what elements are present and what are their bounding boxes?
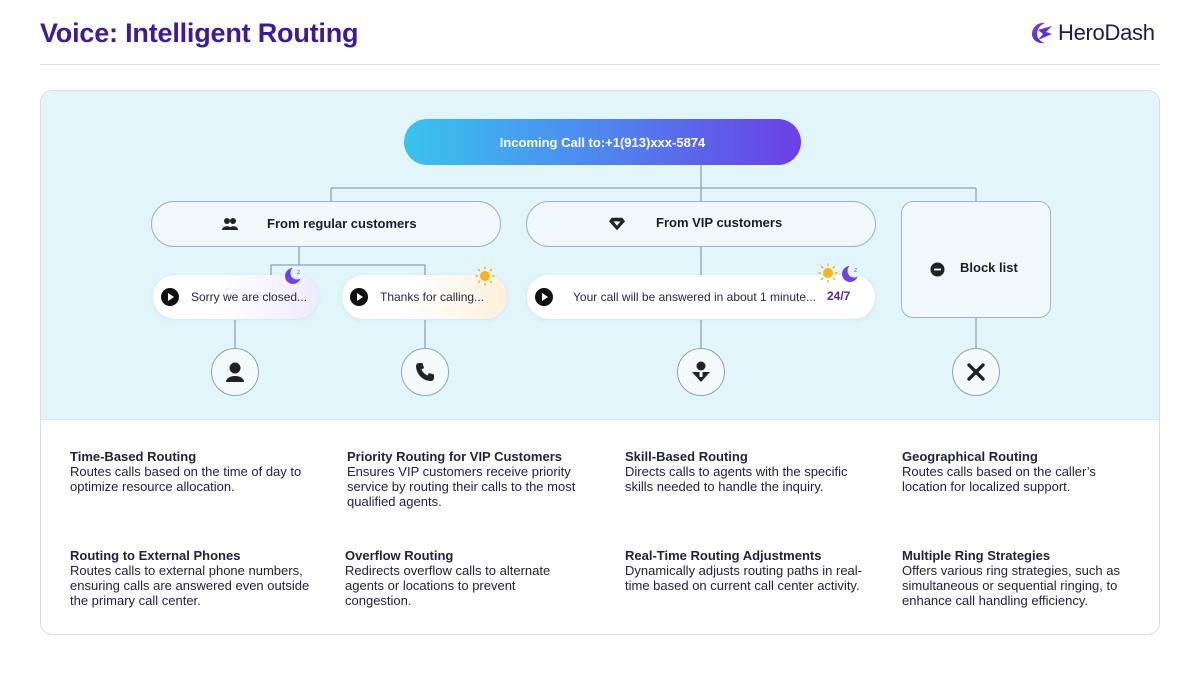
feature-title: Overflow Routing [345, 548, 454, 563]
sun-icon [818, 263, 838, 283]
play-icon[interactable] [535, 288, 553, 306]
herodash-logo [1028, 20, 1155, 46]
routing-diagram [41, 91, 1160, 420]
feature-item [902, 548, 1137, 608]
feature-title: Time-Based Routing [70, 449, 197, 464]
play-icon[interactable] [161, 288, 179, 306]
feature-description: Directs calls to agents with the specific skills needed to handle the inquiry. [625, 464, 848, 494]
feature-item [70, 548, 310, 608]
external-phone-endpoint [401, 348, 449, 396]
feature-description: Redirects overflow calls to alternate agents or locations to prevent congestion. [345, 563, 551, 608]
agent-icon [224, 361, 246, 383]
sun-icon [475, 266, 495, 286]
download-agent-icon [690, 361, 712, 383]
skilled-agent-endpoint [677, 348, 725, 396]
feature-title: Multiple Ring Strategies [902, 548, 1051, 563]
feature-description: Routes calls based on the caller’s location for localized support. [902, 464, 1096, 494]
regular-customers-label: From regular customers [267, 216, 417, 231]
feature-description: Dynamically adjusts routing paths in real-time based on current call center activity. [625, 563, 862, 593]
phone-icon [415, 362, 435, 382]
svg-text:z: z [854, 267, 858, 274]
feature-title: Geographical Routing [902, 449, 1038, 464]
feature-description: Ensures VIP customers receive priority service by routing their calls to the most qualified agents. [347, 464, 576, 509]
thanks-message-text: Thanks for calling... [380, 290, 485, 304]
feature-title: Real-Time Routing Adjustments [625, 548, 822, 563]
diamond-icon [609, 216, 625, 232]
herodash-logo-icon [1028, 20, 1054, 46]
feature-description: Routes calls based on the time of day to optimize resource allocation. [70, 464, 302, 494]
moon-icon [841, 263, 861, 283]
svg-text:z: z [297, 269, 301, 276]
vip-customers-node [526, 201, 876, 247]
vip-message-text: Your call will be answered in about 1 minute... [573, 290, 817, 304]
incoming-call-node: Incoming Call to:+1(913)xxx-5874 [404, 119, 801, 165]
feature-item [902, 449, 1137, 494]
moon-icon [284, 265, 304, 285]
brand-name: HeroDash [1058, 20, 1155, 45]
x-icon [966, 362, 986, 382]
minus-circle-icon [930, 262, 945, 277]
block-list-label: Block list [960, 260, 1018, 275]
feature-title: Skill-Based Routing [625, 449, 748, 464]
feature-item [347, 449, 587, 509]
feature-title: Priority Routing for VIP Customers [347, 449, 563, 464]
block-list-node [901, 201, 1051, 318]
routing-card [40, 90, 1160, 635]
hours-badge: 24/7 [827, 289, 851, 303]
feature-item [625, 449, 865, 494]
feature-item [625, 548, 870, 593]
feature-item [70, 449, 310, 494]
vip-customers-label: From VIP customers [656, 215, 783, 230]
play-icon[interactable] [350, 288, 368, 306]
feature-description: Routes calls to external phone numbers, ensuring calls are answered even outside the primary call center. [70, 563, 310, 608]
feature-item [345, 548, 575, 608]
title-divider [40, 64, 1160, 65]
feature-title: Routing to External Phones [70, 548, 241, 563]
closed-message-text: Sorry we are closed... [191, 290, 308, 304]
page-title: Voice: Intelligent Routing [40, 18, 359, 48]
feature-description: Offers various ring strategies, such as simultaneous or sequential ringing, to enhance call handling efficiency. [902, 563, 1120, 608]
users-icon [222, 216, 238, 232]
agent-endpoint [211, 348, 259, 396]
regular-customers-node [151, 201, 501, 247]
blocked-endpoint [952, 348, 1000, 396]
